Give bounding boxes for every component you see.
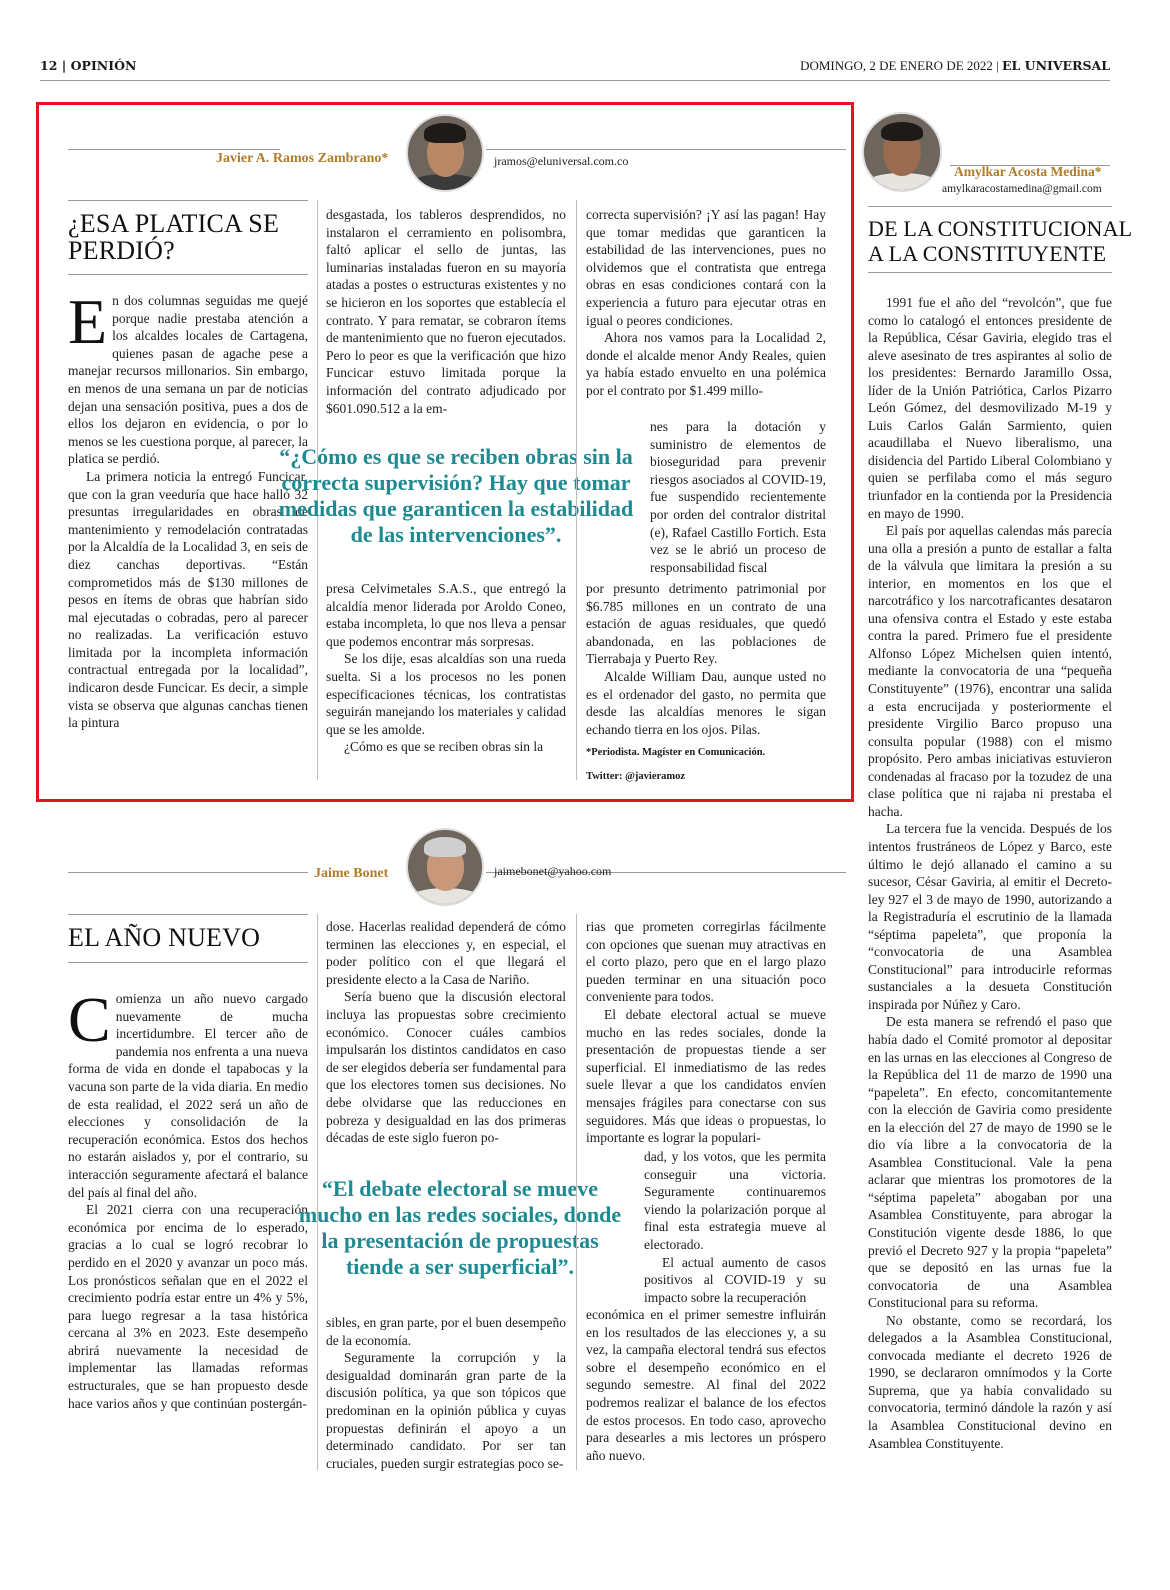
- article-column-2-top: desgastada, los tableros desprendidos, no instalaron el cerramiento en polisombra, faltó aplicar el sello de juntas, las luminarias instaladas fueron en su mayoría atadas a postes o estructuras existentes y no se hicieron en los soportes que establecía el contrato. Y para rematar, se cobraron ítems de mantenimiento que no fueron ejecutados. Pero lo peor es que la verificación que hizo Funcicar estuvo limitada porque la información del contrato adjudicado por $601.090.512 a la em-: [326, 207, 566, 416]
- byline-divider: [68, 149, 280, 150]
- author-name: Amylkar Acosta Medina*: [954, 164, 1102, 179]
- author-note: *Periodista. Magíster en Comunicación.: [586, 747, 766, 759]
- article-column-3-bottom: económica en el primer semestre influirán en los resultados de las elecciones y, a su vez, la campaña electoral tendrá sus efectos sobre el desempeño económico en el segundo semestre. Al final del 2022 podremos realizar el balance de los efectos de estos procesos. En todo caso, aprovecho para desearles a mis lectores un próspero año nuevo.: [586, 1307, 826, 1463]
- pull-quote: “El debate electoral se mueve mucho en las redes sociales, donde la presentación de propuestas tiende a ser superficial”.: [298, 1176, 622, 1279]
- article-column-2-bottom: sibles, en gran parte, por el buen desempeño de la economía. Seguramente la corrupción y la desigualdad dominarán gran parte de la discusión política, ya que son tópicos que predominan en la opinión pública y cuyas propuestas definirán el apoyo a un determinado candidato. Por ser tan cruciales, pueden surgir estrategias poco se-: [326, 1315, 566, 1471]
- headline-top-rule: [868, 206, 1112, 207]
- issue-date: DOMINGO, 2 DE ENERO DE 2022: [800, 58, 993, 73]
- author-twitter: Twitter: @javieramoz: [586, 770, 686, 782]
- headline: EL AÑO NUEVO: [68, 923, 261, 952]
- article-column-2-top: dose. Hacerlas realidad dependerá de cómo terminen las elecciones y, en especial, el poder político con el que llegará el presidente electo a la Casa de Nariño. Sería bueno que la discusión electoral incluya las propuestas sobre crecimiento económico. Conocer cuáles cambios impulsarán los distintos candidatos en caso de ser elegidos debería ser fundamental para que los electores tomen sus decisiones. No debe olvidarse que las reducciones en pobreza y desigualdad en las dos primeras décadas de este siglo fueron po-: [326, 919, 566, 1146]
- page-folio: 12 | OPINIÓN DOMINGO, 2 DE ENERO DE 2022 | EL UNIVERSAL: [40, 58, 1110, 73]
- article-column-3-narrow: dad, y los votos, que les permita conseguir una victoria. Seguramente continuaremos viendo la polarización porque al final esta estrategia mueve al electorado. El actual aumento de casos positivos al COVID-19 y su impacto sobre la recuperación: [644, 1149, 826, 1305]
- page-number: 12: [40, 58, 58, 73]
- section-name: OPINIÓN: [70, 58, 137, 73]
- folio-divider: [40, 80, 1110, 81]
- headline: ¿ESA PLATICA SE PERDIÓ?: [68, 209, 280, 265]
- headline-bottom-rule: [868, 272, 1112, 273]
- author-name: Javier A. Ramos Zambrano*: [216, 151, 389, 166]
- author-photo: [406, 828, 484, 906]
- headline-top-rule: [68, 914, 308, 915]
- byline-divider: [68, 872, 308, 873]
- headline-bottom-rule: [68, 962, 308, 963]
- article-column-3-top: correcta supervisión? ¡Y así las pagan! Hay que tomar medidas que garanticen la estabilidad de las intervenciones, pues no olvidemos que el contratista que entrega obras en esas condiciones contará con la experiencia a futuro para ejecutar otras en igual o peores condiciones. Ahora nos vamos para la Localidad 2, donde el alcalde menor Andy Reales, quien ya había estado envuelto en una polémica por el contrato por $1.499 millo-: [586, 207, 826, 398]
- author-email: jaimebonet@yahoo.com: [494, 864, 612, 878]
- pull-quote: “¿Cómo es que se reciben obras sin la correcta supervisión? Hay que tomar medidas que garanticen la estabilidad de las intervenciones”.: [278, 444, 634, 547]
- article-column-1: En dos columnas seguidas me quejé porque nadie prestaba atención a los alcaldes locales de Cartagena, quienes pasan de agache pese a manejar recursos millonarios. Sin embargo, en menos de una semana un par de noticias dejan una sensación positiva, pues a dos de ellos los dejaron en evidencia, o por lo menos se les cuestiona porque, al parecer, la platica se perdió. La primera noticia la entregó Funcicar, que con la gran veeduría que hace halló 32 presuntas irregularidades en obras de mantenimiento y remodelación contratadas por la Alcaldía de la Localidad 3, en seis de diez canchas deportivas. “Están comprometidos más de $130 millones de pesos en ítems de obras que habrían sido mal ejecutadas o cobradas, pero al parecer no realizadas. La verificación estuvo limitada por la incompleta información contractual entregada por la localidad”, indicaron desde Funcicar. Es decir, a simple vista se observa que algunas canchas tienen la pintura: [68, 286, 308, 731]
- drop-cap: E: [68, 286, 108, 357]
- newspaper-name: EL UNIVERSAL: [1002, 58, 1110, 73]
- article-column-3-bottom: por presunto detrimento patrimonial por $6.785 millones en un contrato de una estación de aguas residuales, que quedó abandonada, en las poblaciones de Tierrabaja y Puerto Rey. Alcalde William Dau, aunque usted no es el ordenador del gasto, no permita que desde las alcaldías menores le sigan echando tierra en los ojos. Pilas. *Periodista. Magíster en Comunicación. Twitter: @javieramoz: [586, 580, 826, 786]
- article-column-3-narrow: nes para la dotación y suministro de elementos de bioseguridad para prevenir riesgos asociados al COVID-19, fue suspendido recientemente por orden del contralor distrital (e), Rafael Castillo Fortich. Esta vez se le abrió un proceso de responsabilidad fiscal: [650, 419, 826, 575]
- headline-top-rule: [68, 200, 308, 201]
- column-divider: [576, 914, 577, 1470]
- headline: DE LA CONSTITUCIONAL A LA CONSTITUYENTE: [868, 216, 1133, 266]
- byline-divider: [486, 149, 846, 150]
- author-photo: [862, 112, 942, 192]
- author-email: amylkaracostamedina@gmail.com: [942, 183, 1102, 195]
- drop-cap: C: [68, 984, 111, 1055]
- article-column-1: Comienza un año nuevo cargado nuevamente de mucha incertidumbre. El tercer año de pandemia nos enfrenta a una nueva forma de vida en donde el tapabocas y la vacuna son parte de la vida diaria. En medio de esta realidad, el 2022 será un año de elecciones y consolidación de la recuperación económica. Estos dos hechos no estarán aislados y, por el contrario, su interacción seguramente afectará el balance del país al final del año. El 2021 cierra con una recuperación económica por encima de lo esperado, gracias a lo cual se logró recobrar lo perdido en el 2020 y avanzar un poco más. Los pronósticos señalan que en el 2022 el crecimiento podría estar entre un 4% y 5%, para luego regresar a la tasa histórica cercana al 3% en 2023. Este desempeño abrirá nuevamente la necesidad de implementar las llamadas reformas estructurales, que se han propuesto desde hace varios años y que continúan postergán-: [68, 984, 308, 1411]
- article-column-2-bottom: presa Celvimetales S.A.S., que entregó la alcaldía menor liderada por Aroldo Coneo, estaba incompleta, lo que nos lleva a pensar que podemos encontrar más sorpresas. Se los dije, esas alcaldías son una rueda suelta. Si a los procesos no les ponen especificaciones técnicas, los contratistas seguirán manejando los materiales y calidad que se les amolde. ¿Cómo es que se reciben obras sin la: [326, 581, 566, 755]
- column-divider: [576, 200, 577, 780]
- headline-bottom-rule: [68, 274, 308, 275]
- article-column: 1991 fue el año del “revolcón”, que fue como lo catalogó el entonces presidente de la República, César Gaviria, elegido tras el aleve asesinato de tres aspirantes al solio de los presidentes: Bernardo Jaramillo Ossa, líder de la Unión Patriótica, Carlos Pizarro León Gómez, del desmovilizado M-19 y Luis Carlos Galán Sarmiento, quien acaudillaba el Nuevo liberalismo, una disidencia del Partido Liberal Colombiano y quien se perfilaba como el más seguro triunfador en la contienda por la Presidencia en mayo de 1990. El país por aquellas calendas más parecía una olla a presión a punto de estallar a falta de la válvula que limitara la presión a su interior, en momentos en los que el narcotráfico y los narcotraficantes desataron una ofensiva contra el Estado y este estaba contra la pared. Primero fue el presidente Alfonso López Michelsen quien intentó, mediante la convocatoria de una “pequeña Constituyente” (1976), encontrar una salida a esta encrucijada y posteriormente el presidente Virgilio Barco propuso una consulta popular (1988) con el mismo propósito. Pero ambas iniciativas estuvieron condenadas al fracaso por la tozudez de una clase política que ni rajaba ni prestaba el hacha. La tercera fue la vencida. Después de los intentos frustráneos de López y Barco, este último le dejó allanado el camino a su sucesor, César Gaviria, al emitir el Decreto-ley 927 el 3 de mayo de 1990, autorizando a la Registraduría el escrutinio de la llamada “séptima papeleta”, que proponía la “convocatoria de una Asamblea Constitucional” para introducirle reformas sustanciales a la desueta Constitución inspirada por Núñez y Caro. De esta manera se refrendó el paso que había dado el Comité promotor al depositar en las urnas en las elecciones al Congreso de la República del 11 de marzo de 1990 una “papeleta”. En efecto, concomitantemente con la elección de Gaviria como presidente en la elección del 27 de mayo de 1990 se le dio vía libre a la convocatoria de la Asamblea Constitucional. Vale la pena aclarar que mientras los promotores de la “séptima papeleta” abogaban por una Asamblea Constituyente, para abrogar la Constitución vigente desde 1886, lo que previó el Decreto 927 y la propia “papeleta” que se depositó en las urnas fue la convocatoria de una Asamblea Constitucional para su reforma. No obstante, como se recordará, los delegados a la Asamblea Constitucional, convocada mediante el decreto 1926 de 1990, se declararon omnímodos y la Corte Suprema, que ya había convalidado su convocatoria, terminó dándole la razón y así la Asamblea Constitucional devino en Asamblea Constituyente.: [868, 295, 1112, 1451]
- article-column-3-top: rias que prometen corregirlas fácilmente con opciones que suenan muy atractivas en el corto plazo, pero que en el largo plazo pueden terminar en una situación poco conveniente para todos. El debate electoral actual se mueve mucho en las redes sociales, donde la presentación de propuestas tiende a ser superficial. El inmediatismo de las redes suele llevar a que los candidatos envíen mensajes frágiles para conectarse con sus seguidores. Más que ideas o propuestas, lo importante es lograr la populari-: [586, 919, 826, 1146]
- author-name: Jaime Bonet: [314, 866, 389, 881]
- author-photo: [406, 114, 484, 192]
- author-email: jramos@eluniversal.com.co: [494, 154, 629, 168]
